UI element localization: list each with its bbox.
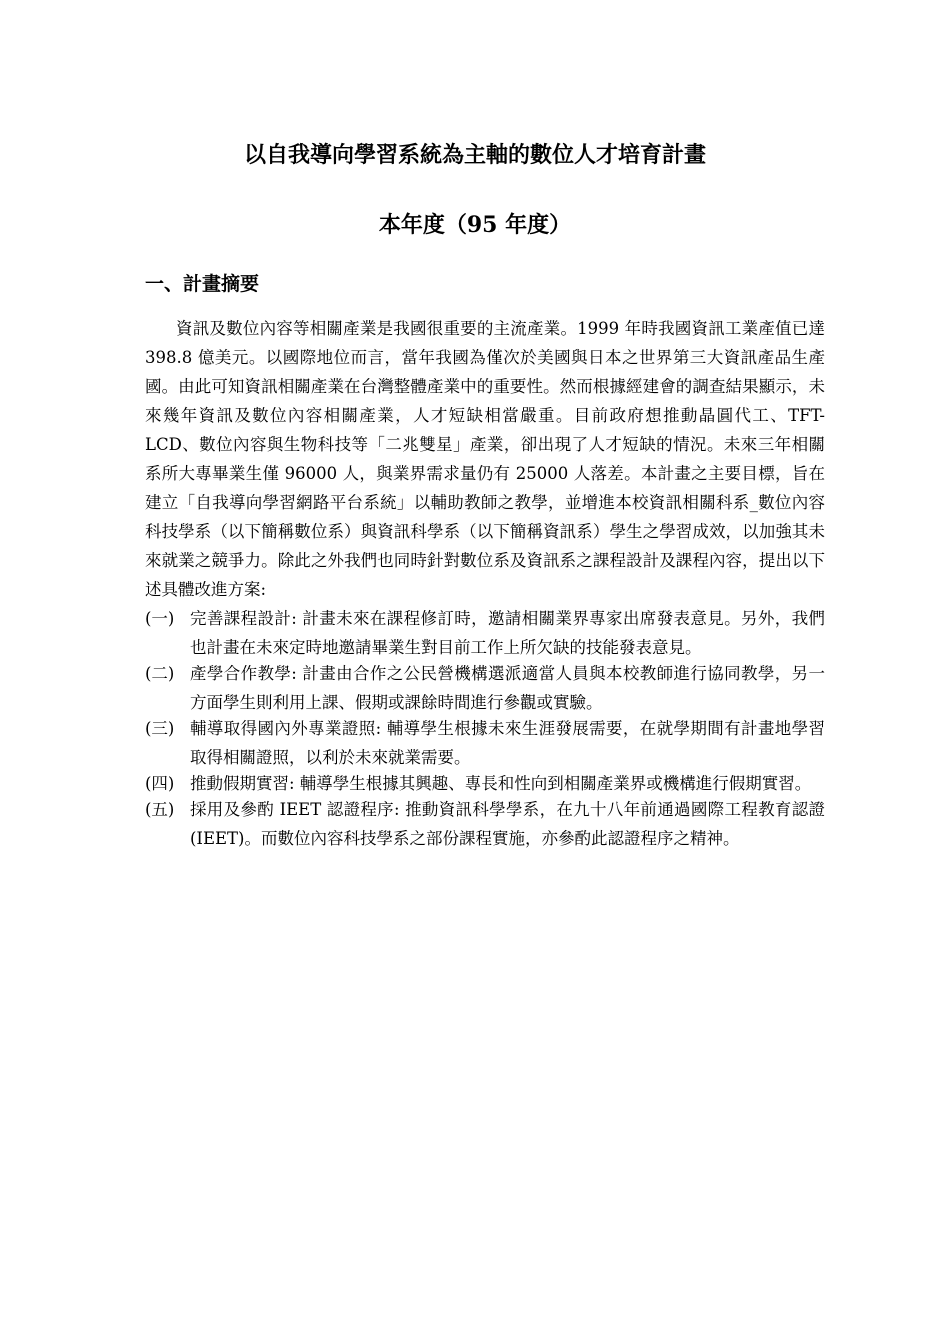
list-item	[145, 795, 825, 853]
summary-paragraph: 資訊及數位內容等相關產業是我國很重要的主流產業。1999 年時我國資訊工業產值已達 398.8 億美元。以國際地位而言，當年我國為僅次於美國與日本之世界第三大資訊產品生產國。由此可知資訊相關產業在台灣整體產業中的重要性。然而根據經建會的調查結果顯示，未來幾年資訊及數位內容相關產業，人才短缺相當嚴重。目前政府想推動晶圓代工、TFT-LCD、數位內容與生物科技等「二兆雙星」產業，卻出現了人才短缺的情況。未來三年相關系所大專畢業生僅 96000 人，與業界需求量仍有 25000 人落差。本計畫之主要目標，旨在建立「自我導向學習網路平台系統」以輔助教師之教學，並增進本校資訊相關科系_數位內容科技學系（以下簡稱數位系）與資訊科學系（以下簡稱資訊系）學生之學習成效，以加強其未來就業之競爭力。除此之外我們也同時針對數位系及資訊系之課程設計及課程內容，提出以下述具體改進方案:	[145, 319, 825, 599]
list-item-text: 完善課程設計: 計畫未來在課程修訂時，邀請相關業界專家出席發表意見。另外，我們也計畫在未來定時地邀請畢業生對目前工作上所欠缺的技能發表意見。	[190, 609, 825, 657]
list-item-marker: (二)	[145, 664, 175, 683]
list-item-marker: (一)	[145, 609, 175, 628]
list-item-text: 推動假期實習: 輔導學生根據其興趣、專長和性向到相關產業界或機構進行假期實習。	[190, 774, 812, 793]
list-item-marker: (四)	[145, 774, 175, 793]
list-item-marker: (五)	[145, 800, 175, 819]
list-item	[145, 659, 825, 717]
body-text	[145, 314, 825, 850]
list-item-marker: (三)	[145, 719, 175, 738]
list-item	[145, 769, 825, 798]
improvement-list	[145, 604, 825, 853]
section-heading: 一、計畫摘要	[145, 273, 260, 295]
list-item-text: 輔導取得國內外專業證照: 輔導學生根據未來生涯發展需要，在就學期間有計畫地學習取得相關證照，以利於未來就業需要。	[190, 719, 825, 767]
document-subtitle: 本年度（95 年度）	[378, 212, 572, 238]
list-item	[145, 714, 825, 772]
list-item-text: 採用及參酌 IEET 認證程序: 推動資訊科學學系，在九十八年前通過國際工程教育認證(IEET)。而數位內容科技學系之部份課程實施，亦參酌此認證程序之精神。	[190, 800, 825, 848]
list-item	[145, 604, 825, 662]
document-title: 以自我導向學習系統為主軸的數位人才培育計畫	[243, 142, 706, 168]
list-item-text: 產學合作教學: 計畫由合作之公民營機構選派適當人員與本校教師進行協同教學，另一方面學生則利用上課、假期或課餘時間進行參觀或實驗。	[190, 664, 825, 712]
